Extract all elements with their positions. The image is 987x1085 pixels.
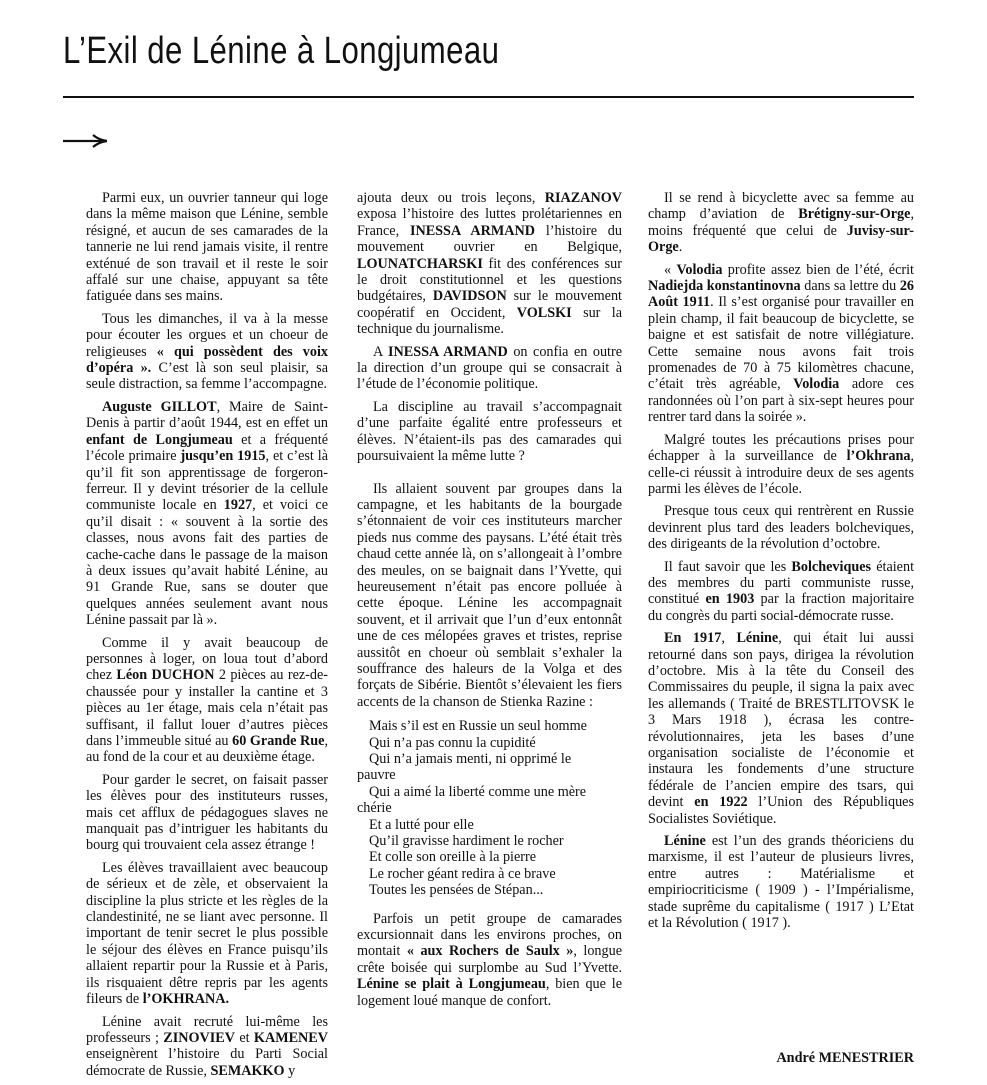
paragraph: Pour garder le secret, on faisait passer les élèves pour des instituteurs russes, mais cet afflux de pédagogues slaves ne manquait pas d’intriguer les habitants du bourg qui trouvaient cela assez étrange ! — [86, 771, 328, 854]
column-1 — [86, 190, 328, 1079]
paragraph: Parmi eux, un ouvrier tanneur qui loge dans la même maison que Lénine, semble résigné, et aucun de ses camarades de la tannerie ne lui rend jamais visite, il rentre exténué de son travail et il reste le soir affalé sur une chaise, appuyant sa tête fatiguée dans ses mains. — [86, 190, 328, 305]
paragraph: Il se rend à bicyclette avec sa femme au champ d’aviation de Brétigny-sur-Orge, moins fréquenté que celui de Juvisy-sur-Orge. — [648, 190, 914, 256]
column-3 — [648, 190, 914, 931]
poem-line: Qui n’a pas connu la cupidité — [369, 734, 536, 751]
paragraph: Lénine avait recruté lui-même les professeurs ; ZINOVIEV et KAMENEV enseignèrent l’histoire du Parti Social démocrate de Russie, SEMAKKO y — [86, 1013, 329, 1079]
paragraph: Auguste GILLOT, Maire de Saint-Denis à partir d’août 1944, est en effet un enfant de Longjumeau et a fréquenté l’école primaire jusqu’en 1915, et c’est là qu’il fit son apprentissage de forgeron-ferreur. Il y devint trésorier de la cellule communiste locale en 1927, et voici ce qu’il disait : « souvent à la sortie des classes, nous avons fait des parties de cache-cache dans le passage de la maison à deux issues qu’avait habité Lénine, au 91 Grande Rue, sans se douter que quelques années seulement avant nous Lénine passait par là ». — [86, 398, 328, 629]
poem-line: Et a lutté pour elle — [369, 816, 474, 833]
poem-line: Et colle son oreille à la pierre — [369, 849, 537, 866]
paragraph: Parfois un petit groupe de camarades excursionnait dans les environs proches, on montait « aux Rochers de Saulx », longue crête boisée qui surplombe au Sud l’Yvette. Lénine se plait à Longjumeau, bien que le logement loué manque de confort. — [357, 910, 622, 1009]
column-2 — [357, 190, 622, 1009]
poem-line: Mais s’il est en Russie un seul homme — [369, 718, 587, 735]
paragraph: Tous les dimanches, il va à la messe pour écouter les orgues et un choeur de religieuses « qui possèdent des voix d’opéra ». C’est là son seul plaisir, sa seule distraction, sa femme l’accompagne. — [86, 310, 329, 393]
article-title: L’Exil de Lénine à Longjumeau — [63, 30, 500, 72]
poem-line: chérie — [357, 800, 392, 817]
paragraph: Il faut savoir que les Bolcheviques étaient des membres du parti communiste russe, constitué en 1903 par la fraction majoritaire du congrès du parti social-démocrate russe. — [648, 558, 915, 624]
poem-line: pauvre — [357, 767, 396, 784]
poem-line: Qu’il gravisse hardiment le rocher — [369, 833, 564, 850]
author-signature: André MENESTRIER — [776, 1050, 914, 1066]
poem-line: Toutes les pensées de Stépan... — [369, 882, 544, 899]
paragraph: Malgré toutes les précautions prises pour échapper à la surveillance de l’Okhrana, celle-ci réussit à introduire deux de ses agents parmi les élèves de l’école. — [648, 431, 915, 497]
poem-line: Le rocher géant redira à ce brave — [369, 865, 556, 882]
arrow-icon — [63, 133, 107, 149]
paragraph: Comme il y avait beaucoup de personnes à loger, on loua tout d’abord chez Léon DUCHON 2 pièces au rez-de-chaussée pour y installer la cantine et 3 pièces au 1er étage, mais cela n’était pas suffisant, il fallut louer d’autres pièces dans l’immeuble situé au 60 Grande Rue, au fond de la cour et au deuxième étage. — [86, 634, 329, 766]
paragraph: Les élèves travaillaient avec beaucoup de sérieux et de zèle, et observaient la discipline la plus stricte et les règles de la clandestinité, ne se liant avec personne. Il important de tenir secret le plus possible le séjour des élèves en France puisqu’ils allaient repartir pour la Russie et à Paris, ils risquaient dêtre repris par les agents fileurs de l’OKHRANA. — [86, 859, 328, 1008]
title-rule — [63, 96, 914, 98]
paragraph: En 1917, Lénine, qui était lui aussi retourné dans son pays, dirigea la révolution d’octobre. Mis à la tête du Conseil des Commissaires du peuple, il signa la paix avec les allemands ( Traité de BRESTLITOVSK le 3 Mars 1918 ), écrasa les contre-révolutionnaires, jeta les bases d’une organisation socialiste de l’économie et instaura les fondements d’une structure fédérale de l’ancien empire des tsars, qui devint en 1922 l’Union des Républiques Socialistes Soviétique. — [648, 630, 915, 827]
paragraph: Ils allaient souvent par groupes dans la campagne, et les habitants de la bourgade s’étonnaient de voir ces instituteurs marcher pieds nus comme des paysans. L’été était très chaud cette année là, on s’allongeait à l’ombre des meules, on se baignait dans l’Yvette, qui heureusement n’était pas encore polluée à cette époque. Lénine les accompagnait souvent, et il arrivait que l’un d’eux entonnât une de ces mélopées graves et tristes, reprise aussitôt en choeur où semblait s’exhaler la souffrance des haleurs de la Volga et des forçats de Sibérie. Bientôt s’élevaient les fiers accents de la chanson de Stienka Razine : — [357, 480, 622, 710]
paragraph: A INESSA ARMAND on confia en outre la direction d’un groupe qui se consacrait à l’étude de l’économie politique. — [357, 343, 623, 393]
paragraph: ajouta deux ou trois leçons, RIAZANOV exposa l’histoire des luttes prolétariennes en France, INESSA ARMAND l’histoire du mouvement ouvrier en Belgique, LOUNATCHARSKI fit des conférences sur le droit constitutionnel et les questions budgétaires, DAVIDSON sur le mouvement coopératif en Occident, VOLSKI sur la technique du journalisme. — [357, 190, 623, 338]
paragraph: « Volodia profite assez bien de l’été, écrit Nadiejda konstantinovna dans sa lettre du 26 Août 1911. Il s’est organisé pour travailler en plein champ, il fait beaucoup de bicyclette, se baigne et est satisfait de notre villégiature. Cette semaine nous avons fait trois promenades de 70 à 75 kilomètres chacune, c’était très agréable, Volodia adore ces randonnées où l’on part à six-sept heures pour rentrer tard dans la soirée ». — [648, 261, 915, 426]
poem — [357, 718, 622, 898]
poem-line: Qui a aimé la liberté comme une mère — [369, 783, 587, 800]
paragraph: La discipline au travail s’accompagnait d’une parfaite égalité entre professeurs et élèves. N’étaient-ils pas des camarades qui poursuivaient la même lutte ? — [357, 398, 622, 465]
paragraph: Lénine est l’un des grands théoriciens du marxisme, il est l’auteur de plusieurs livres, entre autres : Matérialisme et empiriocriticisme ( 1909 ) - l’Impérialisme, stade suprême du capitalisme ( 1917 ) L’Etat et la Révolution ( 1917 ). — [648, 833, 915, 932]
poem-line: Qui n’a jamais menti, ni opprimé le — [369, 751, 572, 767]
paragraph: Presque tous ceux qui rentrèrent en Russie devinrent plus tard des leaders bolcheviques, des dirigeants de la révolution d’octobre. — [648, 503, 914, 553]
